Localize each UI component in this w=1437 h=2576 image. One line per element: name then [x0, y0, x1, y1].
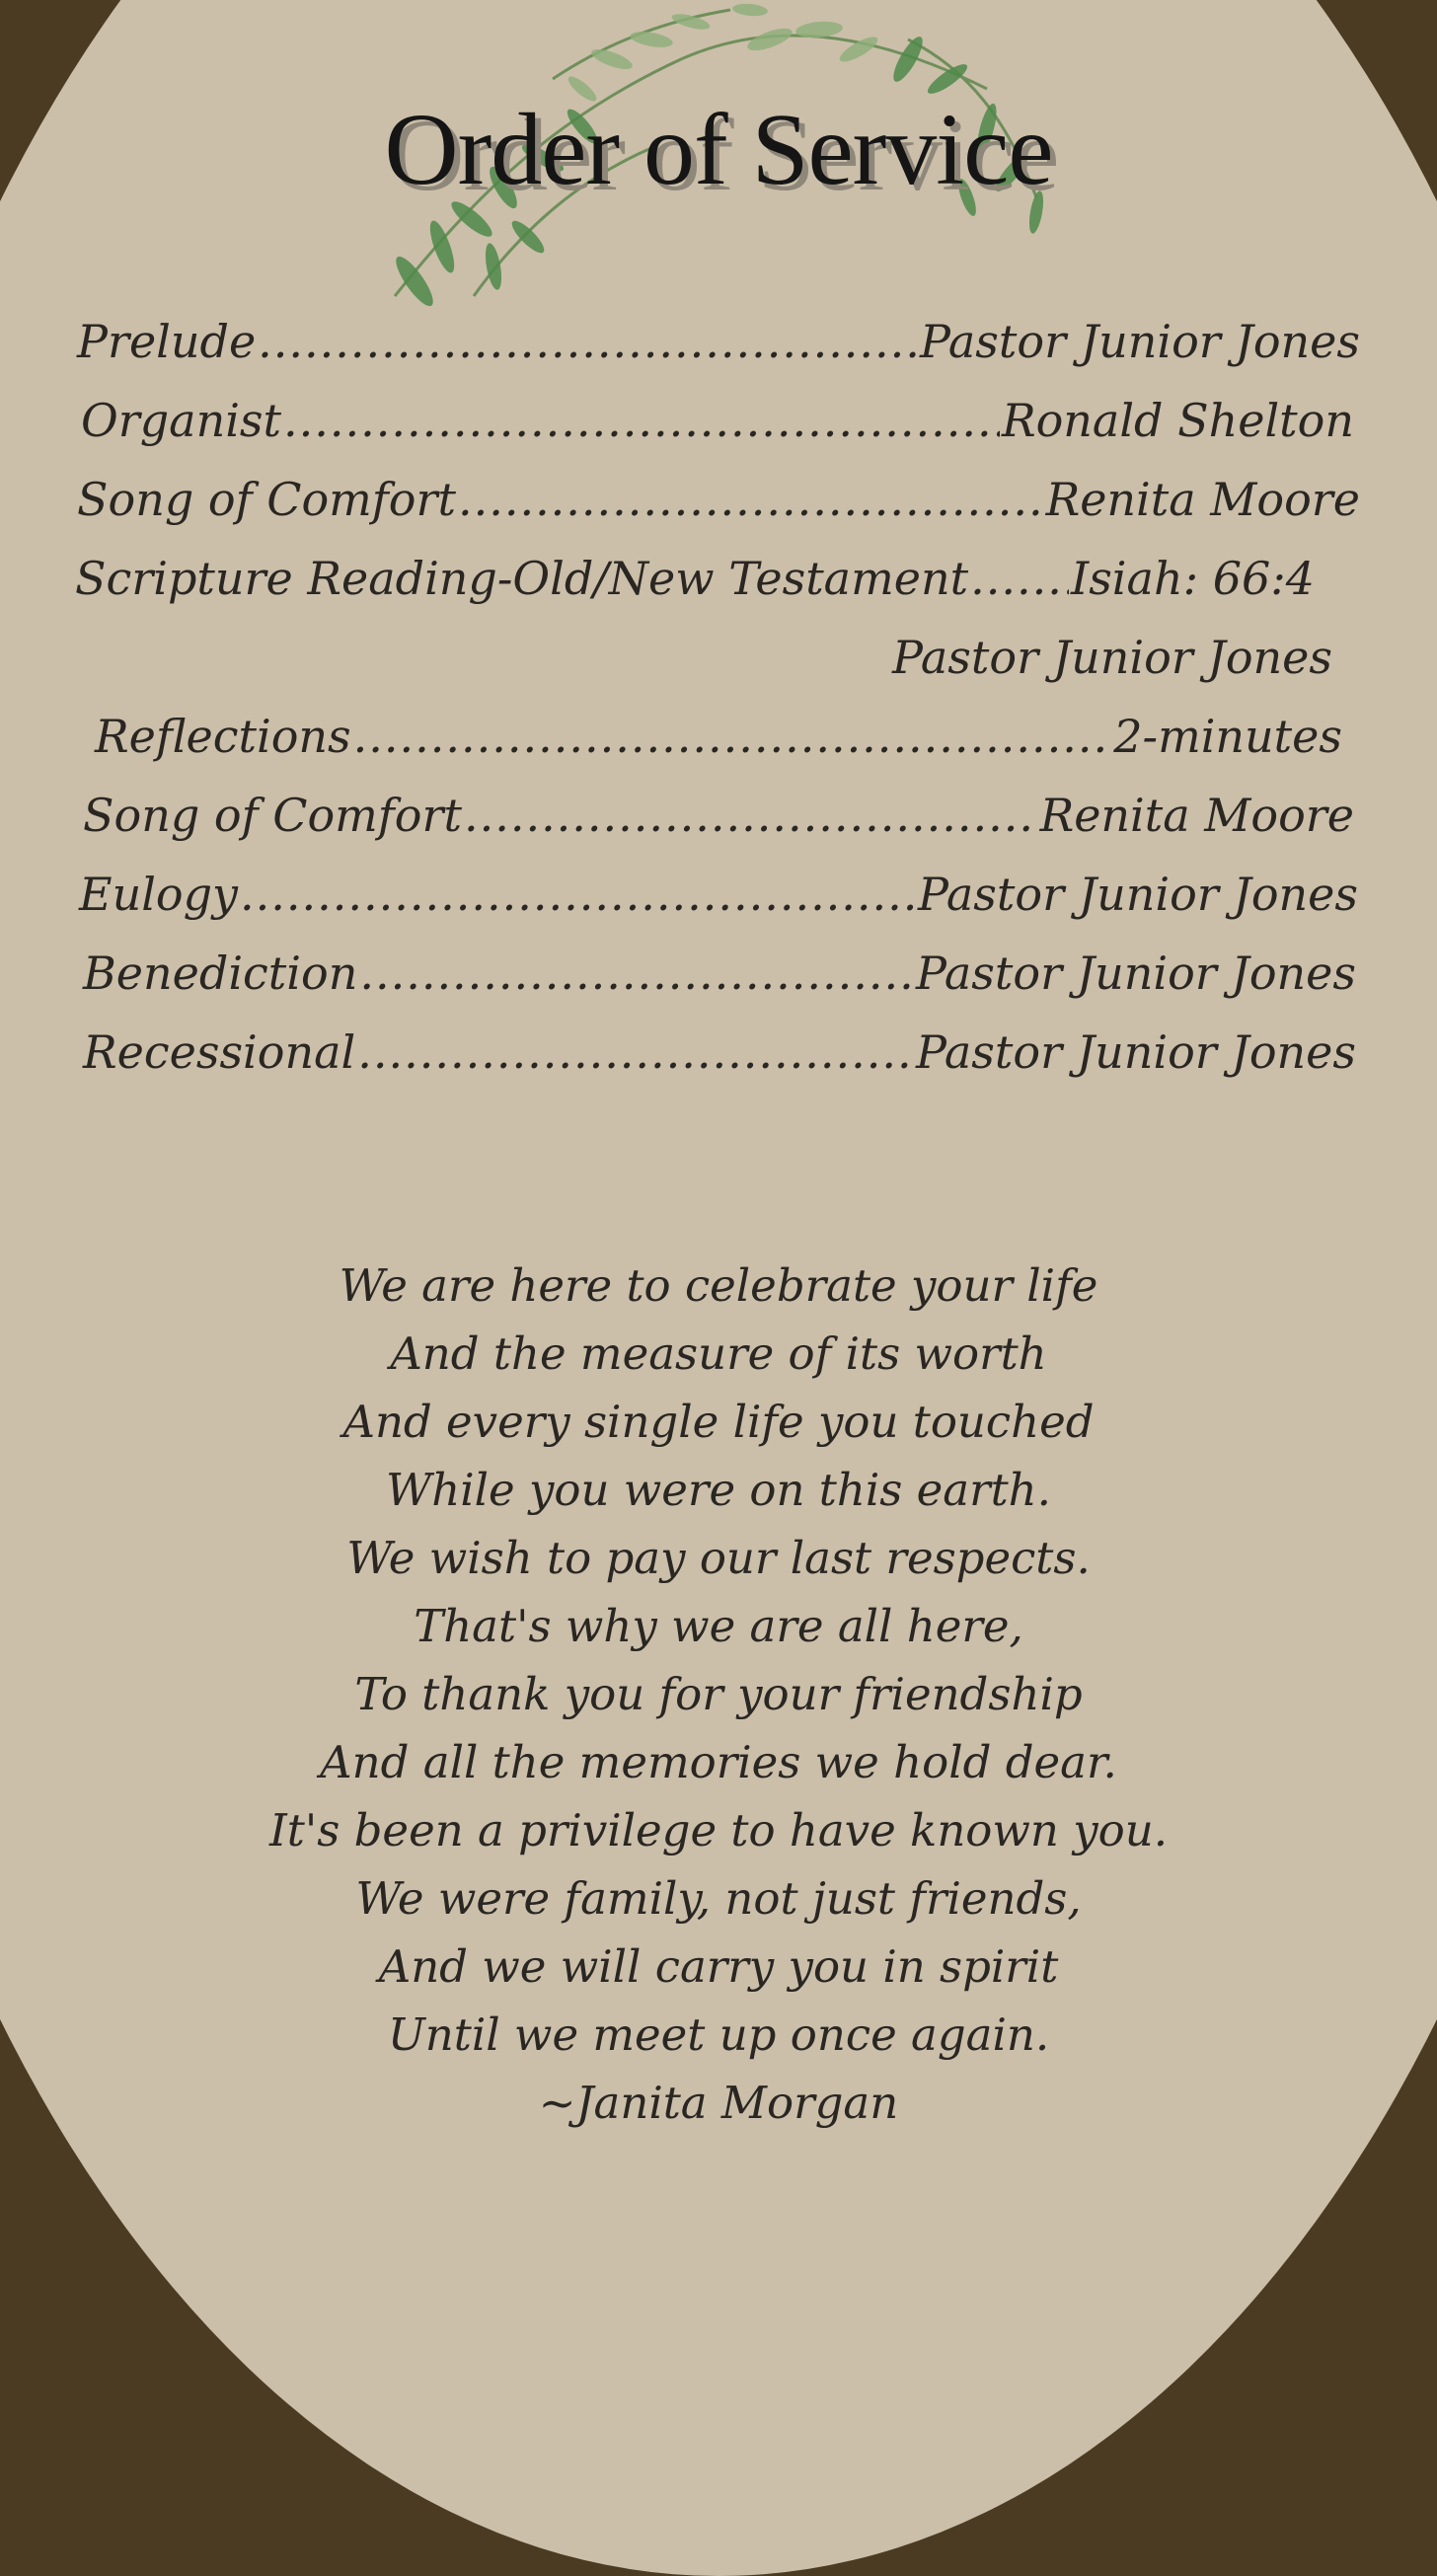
program-value: Pastor Junior Jones: [915, 947, 1356, 1000]
poem-line: We are here to celebrate your life: [339, 1259, 1098, 1312]
poem-line: We wish to pay our last respects.: [346, 1532, 1091, 1584]
poem-line: And every single life you touched: [342, 1396, 1095, 1448]
program-value: 2-minutes: [1113, 710, 1342, 763]
poem-line: That's why we are all here,: [414, 1600, 1023, 1652]
program-label: Scripture Reading-Old/New Testament: [75, 552, 969, 605]
program-label: Reflections: [95, 710, 351, 763]
program-label: Recessional: [83, 1025, 356, 1079]
program-label: Eulogy: [79, 868, 239, 921]
program-value: Isiah: 66:4: [1071, 552, 1315, 605]
program-value: Renita Moore: [1045, 473, 1360, 526]
poem-line: Until we meet up once again.: [387, 2008, 1050, 2061]
program-label: Organist: [81, 394, 282, 447]
dot-leader: [458, 470, 1044, 529]
program-value: Pastor Junior Jones: [915, 1025, 1356, 1079]
poem-line: And all the memories we hold dear.: [320, 1736, 1117, 1788]
program-label: Song of Comfort: [83, 789, 462, 842]
program-value: Pastor Junior Jones: [917, 868, 1358, 921]
program-continuation: Pastor Junior Jones: [891, 631, 1332, 684]
program-value: Pastor Junior Jones: [919, 315, 1360, 368]
program-row-scripture-reading: [75, 549, 1315, 608]
page-title: Order of Service: [384, 93, 1053, 206]
program-row-eulogy: [79, 865, 1358, 924]
poem-line: And the measure of its worth: [390, 1327, 1047, 1380]
program-row-organist: [81, 391, 1354, 450]
dot-leader: [359, 944, 914, 1003]
dot-leader: [464, 786, 1038, 845]
dot-leader: [258, 312, 918, 371]
poem-author: ~Janita Morgan: [538, 2077, 899, 2129]
poem-line: While you were on this earth.: [386, 1464, 1051, 1516]
program-row-reflections: [95, 707, 1342, 766]
dot-leader: [240, 865, 916, 924]
program-value: Ronald Shelton: [1001, 394, 1354, 447]
dot-leader: [353, 707, 1112, 766]
program-row-song-of-comfort-2: [83, 786, 1354, 845]
program-label: Benediction: [83, 947, 358, 1000]
poem: [0, 1251, 1437, 2137]
program-label: Prelude: [77, 315, 257, 368]
program-row-benediction: [83, 944, 1356, 1003]
program-value: Renita Moore: [1039, 789, 1354, 842]
program-label: Song of Comfort: [77, 473, 456, 526]
program-row-song-of-comfort: [77, 470, 1360, 529]
dot-leader: [283, 391, 1000, 450]
poem-line: We were family, not just friends,: [355, 1872, 1082, 1925]
dot-leader: [970, 549, 1069, 608]
program-row-prelude: [77, 312, 1360, 371]
program-row-recessional: [83, 1023, 1356, 1082]
dot-leader: [357, 1023, 914, 1082]
poem-line: It's been a privilege to have known you.: [269, 1804, 1168, 1856]
poem-line: To thank you for your friendship: [354, 1668, 1083, 1720]
poem-line: And we will carry you in spirit: [378, 1940, 1059, 1993]
